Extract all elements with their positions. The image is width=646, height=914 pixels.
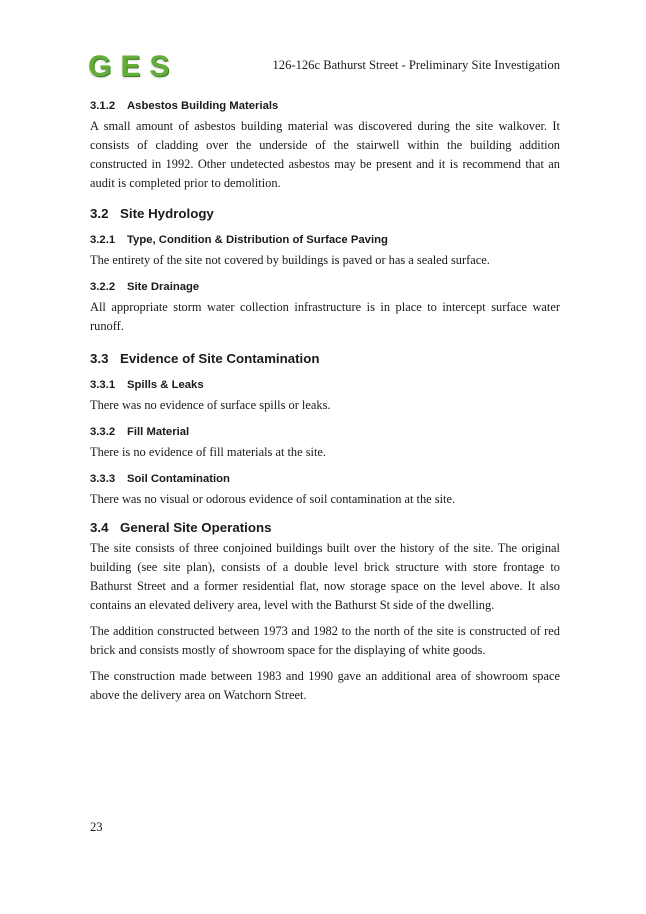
paragraph-site-drainage: All appropriate storm water collection infrastructure is in place to intercept surface water runoff. xyxy=(90,300,560,333)
heading-title: Site Drainage xyxy=(127,281,200,293)
heading-3-1-2 xyxy=(90,100,560,112)
heading-title: General Site Operations xyxy=(120,520,272,535)
page-number: 23 xyxy=(90,820,103,834)
heading-3-3-2 xyxy=(90,426,560,438)
heading-number: 3.4 xyxy=(90,520,109,535)
paragraph-site-operations-3: The construction made between 1983 and 1990 gave an additional area of showroom space above the delivery area on Watchorn Street. xyxy=(90,669,560,702)
heading-number: 3.3.1 xyxy=(90,379,116,391)
heading-3-2 xyxy=(90,206,560,221)
paragraph-site-operations-2: The addition constructed between 1973 and 1982 to the north of the site is constructed of red brick and consists mostly of showroom space for the displaying of white goods. xyxy=(90,624,560,657)
page-content xyxy=(90,100,560,705)
paragraph-asbestos: A small amount of asbestos building material was discovered during the site walkover. It consists of cladding over the underside of the stairwell within the building addition constructed in 1992. Other undetected asbestos may be present and it is recommend that an audit is completed prior to demolition. xyxy=(90,119,560,190)
heading-title: Fill Material xyxy=(127,426,190,438)
heading-3-2-1 xyxy=(90,234,560,246)
page-header xyxy=(88,52,560,86)
heading-title: Spills & Leaks xyxy=(127,379,204,391)
heading-number: 3.2 xyxy=(90,206,109,221)
logo-letter-e: E xyxy=(120,50,142,83)
paragraph-site-operations-1: The site consists of three conjoined buildings built over the history of the site. The original building (see site plan), consists of a double level brick structure with store frontage to Bathurst Street and a former residential flat, now storage space on the level above. It also contains an elevated delivery area, level with the Bathurst St side of the dwelling. xyxy=(90,541,560,612)
heading-number: 3.3 xyxy=(90,351,109,366)
heading-3-3-3 xyxy=(90,473,560,485)
logo-letter-s: S xyxy=(149,50,171,83)
heading-title: Evidence of Site Contamination xyxy=(120,351,320,366)
heading-number: 3.1.2 xyxy=(90,100,116,112)
paragraph-surface-paving: The entirety of the site not covered by buildings is paved or has a sealed surface. xyxy=(90,253,490,267)
heading-title: Asbestos Building Materials xyxy=(127,100,279,112)
logo-letter-g: G xyxy=(88,50,113,83)
heading-number: 3.2.2 xyxy=(90,281,116,293)
header-title: 126-126c Bathurst Street - Preliminary Site Investigation xyxy=(272,58,560,72)
heading-3-2-2 xyxy=(90,281,560,293)
paragraph-soil-contamination: There was no visual or odorous evidence of soil contamination at the site. xyxy=(90,492,456,506)
ges-logo xyxy=(88,52,170,82)
heading-3-3-1 xyxy=(90,379,560,391)
heading-3-3 xyxy=(90,351,560,366)
heading-number: 3.2.1 xyxy=(90,234,116,246)
heading-title: Site Hydrology xyxy=(120,206,214,221)
heading-title: Soil Contamination xyxy=(127,473,230,485)
heading-number: 3.3.3 xyxy=(90,473,116,485)
heading-number: 3.3.2 xyxy=(90,426,116,438)
paragraph-fill-material: There is no evidence of fill materials at the site. xyxy=(90,445,327,459)
heading-title: Type, Condition & Distribution of Surface Paving xyxy=(127,234,388,246)
paragraph-spills-leaks: There was no evidence of surface spills or leaks. xyxy=(90,398,331,412)
heading-3-4 xyxy=(90,520,560,535)
